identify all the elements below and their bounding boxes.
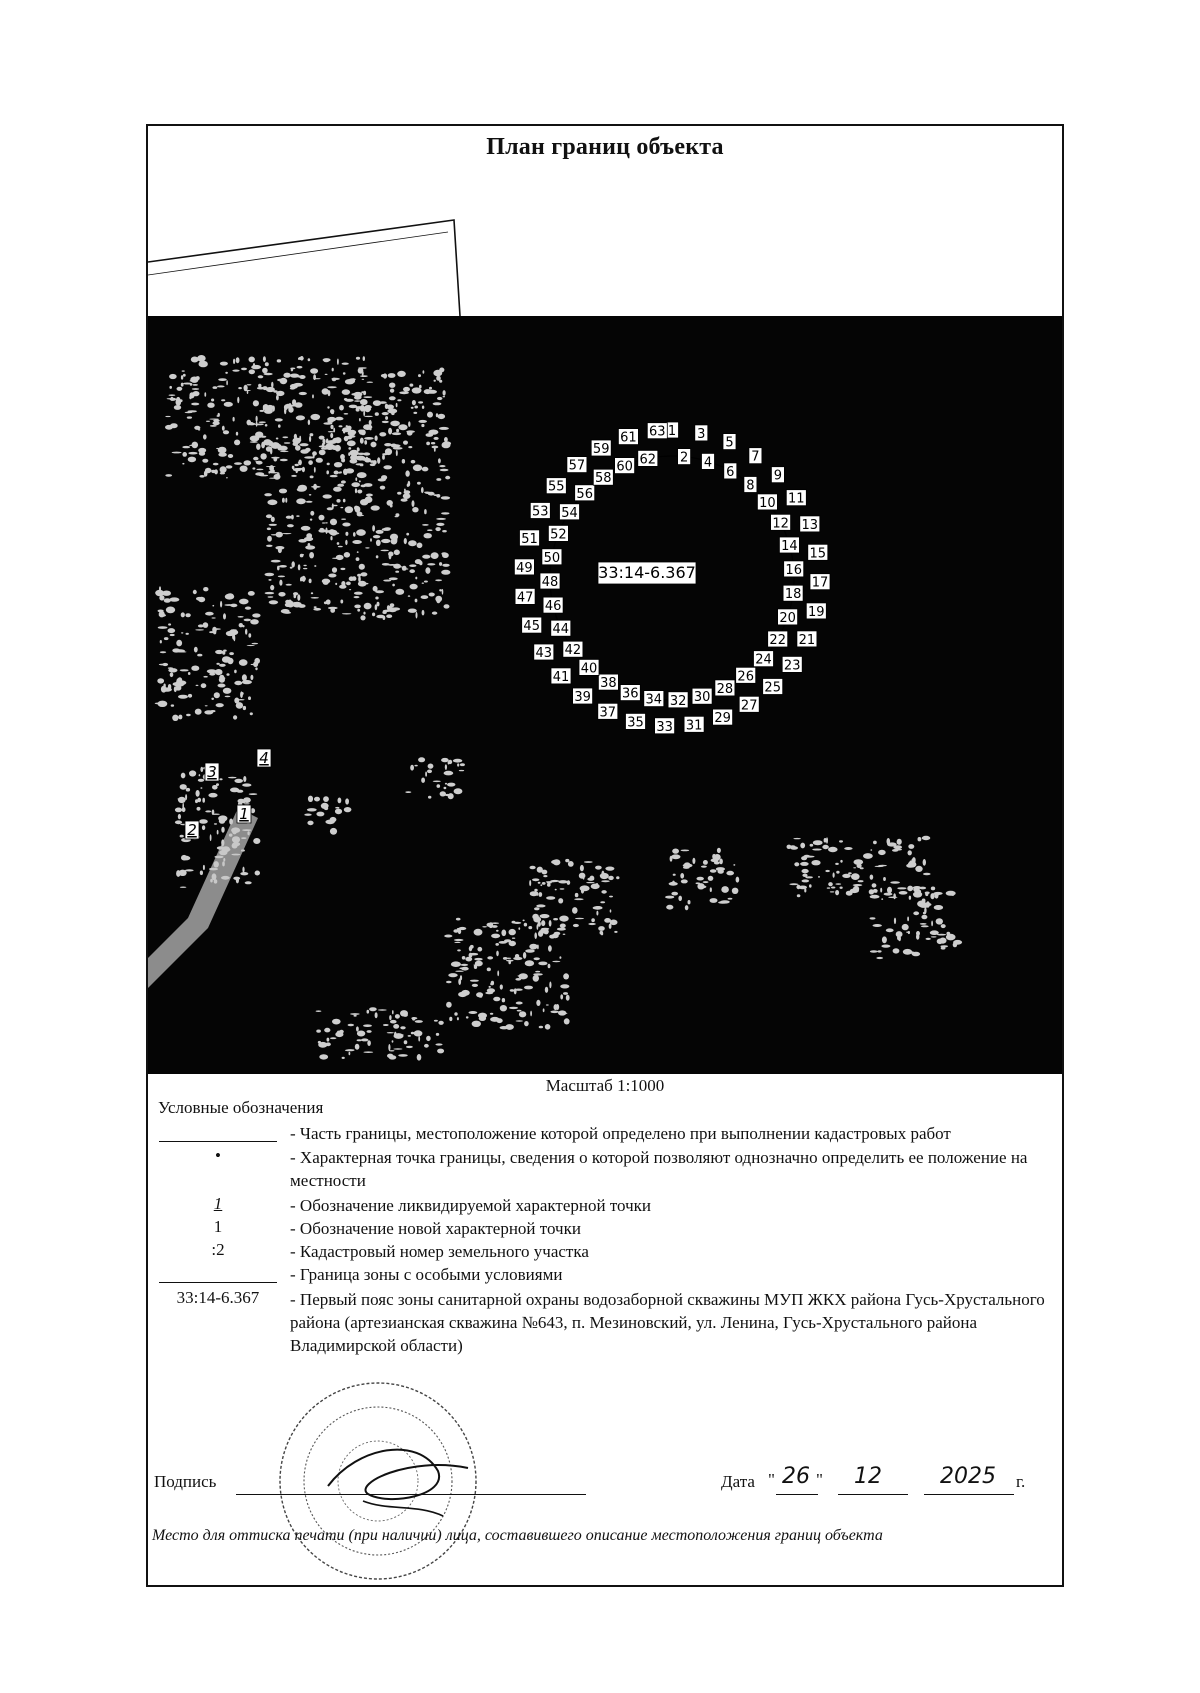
new-point-50	[542, 549, 562, 566]
new-point-label: 23	[783, 658, 801, 674]
new-point-label: 60	[616, 459, 633, 475]
new-point-44	[551, 620, 571, 637]
new-point-46	[543, 597, 563, 614]
new-point-31	[684, 716, 704, 733]
zone-label: 33:14-6.367	[598, 563, 696, 582]
new-point-32	[668, 692, 688, 709]
new-point-label: 61	[620, 430, 637, 446]
new-point-label: 3	[697, 426, 706, 442]
new-point-label: 51	[521, 531, 538, 547]
map-image	[148, 168, 1062, 1074]
new-point-18	[783, 585, 803, 602]
new-point-33	[655, 718, 675, 735]
new-point-40	[579, 659, 599, 676]
legend-text: - Кадастровый номер земельного участка	[290, 1242, 589, 1261]
new-point-55	[546, 478, 566, 495]
new-point-label: 62	[639, 452, 657, 468]
new-point-label: 7	[751, 449, 760, 465]
new-point-14	[779, 537, 799, 554]
date-year: 2025	[940, 1464, 996, 1489]
legend-text: - Обозначение новой характерной точки	[290, 1219, 581, 1238]
new-point-label: 17	[811, 575, 829, 591]
new-point-label: 43	[535, 646, 553, 661]
new-point-30	[692, 688, 712, 705]
month-underline	[838, 1494, 908, 1495]
new-point-49	[514, 559, 534, 576]
new-point-8	[744, 477, 757, 494]
new-point-label: 28	[716, 681, 734, 697]
new-point-label: 63	[649, 424, 666, 440]
new-point-label: 29	[714, 711, 731, 727]
new-point-label: 13	[801, 517, 819, 533]
map-area	[148, 168, 1062, 1074]
new-point-60	[615, 458, 635, 475]
new-point-label: 59	[592, 442, 610, 457]
new-point-16	[784, 561, 804, 578]
new-point-20	[778, 609, 798, 626]
new-point-54	[560, 504, 580, 521]
quote-open: "	[768, 1470, 775, 1489]
new-point-label: 42	[564, 643, 582, 659]
new-point-label: 12	[772, 516, 789, 532]
legend-text: - Первый пояс зоны санитарной охраны водозаборной скважины МУП ЖКХ района Гусь-Хрустального района (артезианская скважина №643, п. Мезиновский, ул. Ленина, Гусь-Хрустального района Владимирской области)	[290, 1290, 1045, 1355]
new-point-4	[702, 453, 715, 470]
new-point-13	[800, 516, 820, 533]
new-point-62	[638, 450, 658, 467]
new-point-label: 39	[574, 690, 591, 705]
new-point-label: 44	[552, 622, 570, 638]
new-point-26	[736, 667, 756, 684]
new-point-label: 54	[561, 505, 578, 521]
legend-text: - Обозначение ликвидируемой характерной точки	[290, 1196, 652, 1215]
new-point-label: 36	[622, 686, 639, 702]
old-point-1: 1	[239, 805, 249, 823]
new-point-37	[598, 703, 618, 720]
document-frame	[146, 124, 1064, 1587]
new-point-59	[591, 440, 611, 457]
new-point-label: 10	[759, 495, 776, 511]
new-point-36	[620, 685, 640, 702]
new-point-17	[810, 574, 830, 591]
new-point-label: 31	[685, 718, 703, 734]
zone-line-symbol	[159, 1282, 277, 1283]
new-point-label: 16	[785, 562, 802, 578]
new-point-39	[573, 688, 593, 705]
legend-text: - Граница зоны с особыми условиями	[290, 1265, 563, 1284]
new-point-6	[724, 463, 737, 480]
map-blank-top	[148, 168, 1062, 316]
new-point-label: 27	[740, 698, 758, 714]
new-point-label: 57	[568, 458, 586, 474]
new-point-56	[575, 485, 595, 502]
new-point-label: 32	[669, 693, 687, 709]
new-point-label: 5	[725, 435, 734, 451]
new-point-label: 30	[693, 690, 711, 706]
signature-label: Подпись	[154, 1472, 217, 1491]
new-point-10	[757, 494, 777, 511]
date-month: 12	[854, 1464, 882, 1489]
new-point-19	[806, 603, 826, 620]
new-point-label: 46	[544, 599, 562, 615]
legend-text: - Характерная точка границы, сведения о которой позволяют однозначно определить ее положение на местности	[290, 1148, 1028, 1190]
aerial-photo	[148, 316, 1062, 1074]
dot-symbol: •	[215, 1146, 221, 1165]
new-point-35	[626, 713, 646, 730]
new-point-label: 35	[627, 715, 644, 731]
old-point-3: 3	[207, 763, 217, 781]
new-point-42	[563, 641, 583, 658]
new-point-label: 25	[764, 680, 781, 696]
title-bar	[148, 126, 1062, 169]
new-point-5	[723, 434, 736, 451]
new-point-label: 22	[769, 633, 786, 648]
new-point-28	[715, 680, 735, 697]
new-point-58	[593, 469, 613, 486]
legend-text: - Часть границы, местоположение которой определено при выполнении кадастровых работ	[290, 1124, 951, 1143]
new-point-63	[647, 423, 667, 440]
zone-label-group	[598, 562, 696, 584]
new-point-57	[567, 457, 587, 474]
new-point-label: 24	[755, 652, 772, 668]
new-point-41	[551, 668, 571, 685]
new-point-25	[763, 679, 783, 696]
old-point-2: 2	[187, 821, 197, 839]
new-point-7	[749, 448, 762, 465]
new-point-label: 18	[784, 587, 802, 603]
new-point-label: 56	[576, 486, 593, 502]
new-point-48	[540, 573, 560, 590]
new-point-21	[797, 631, 817, 648]
new-point-label: 48	[541, 575, 559, 590]
new-point-label: 58	[595, 471, 612, 487]
new-point-label: 53	[532, 504, 549, 520]
date-label: Дата	[721, 1472, 755, 1491]
new-point-label: 50	[543, 550, 561, 566]
solid-line-symbol	[159, 1141, 277, 1142]
legend-title: Условные обозначения	[158, 1098, 324, 1117]
removed-point-symbol: 1	[213, 1194, 223, 1213]
stamp-caption: Место для оттиска печати (при наличии) лица, составившего описание местоположения границ объекта	[152, 1527, 883, 1544]
new-point-label: 6	[726, 464, 735, 480]
new-point-label: 19	[808, 604, 825, 620]
new-point-15	[808, 544, 828, 561]
year-suffix: г.	[1016, 1472, 1026, 1491]
new-point-label: 4	[703, 455, 713, 471]
new-point-label: 40	[580, 661, 598, 677]
new-point-38	[598, 674, 618, 691]
new-point-51	[520, 530, 540, 547]
scale-label: Масштаб 1:1000	[545, 1076, 665, 1095]
day-underline	[776, 1494, 818, 1495]
new-point-45	[522, 617, 542, 634]
date-day: 26	[782, 1464, 810, 1489]
new-point-9	[771, 467, 784, 484]
new-point-label: 33	[656, 719, 673, 735]
signature-area	[148, 1462, 1062, 1502]
new-point-29	[713, 709, 733, 726]
new-point-12	[771, 514, 791, 531]
zone-number-symbol: 33:14-6.367	[176, 1288, 260, 1307]
new-point-label: 1	[667, 424, 677, 439]
new-point-symbol: 1	[213, 1217, 223, 1236]
new-point-label: 15	[809, 546, 827, 562]
new-point-label: 52	[550, 527, 567, 543]
new-point-label: 2	[679, 450, 689, 466]
new-point-52	[548, 525, 568, 542]
new-point-label: 14	[781, 539, 798, 554]
new-point-34	[644, 691, 664, 708]
new-point-label: 37	[599, 705, 617, 721]
new-point-label: 34	[645, 692, 663, 708]
signature-line	[236, 1494, 586, 1495]
new-point-label: 55	[548, 479, 565, 495]
new-point-22	[768, 631, 788, 648]
new-point-label: 41	[552, 669, 570, 685]
new-point-label: 26	[737, 669, 754, 685]
new-point-43	[534, 644, 554, 661]
page-title: План границ объекта	[486, 133, 724, 160]
new-point-label: 47	[516, 590, 534, 606]
new-point-label: 45	[523, 619, 540, 635]
new-point-61	[618, 429, 638, 446]
new-point-label: 20	[779, 610, 796, 626]
new-point-53	[530, 503, 550, 520]
year-underline	[924, 1494, 1014, 1495]
new-point-label: 9	[773, 468, 783, 484]
new-point-23	[782, 656, 802, 673]
new-point-3	[695, 425, 708, 442]
new-point-label: 8	[746, 478, 755, 494]
new-point-11	[786, 490, 806, 507]
new-point-label: 38	[600, 676, 617, 692]
new-point-47	[515, 588, 535, 605]
new-point-label: 49	[516, 560, 533, 576]
old-point-4: 4	[259, 749, 269, 767]
cadastral-number-symbol: :2	[211, 1240, 225, 1259]
new-point-label: 21	[798, 632, 816, 648]
new-point-24	[754, 651, 774, 668]
new-point-2	[678, 449, 691, 466]
quote-close: "	[816, 1470, 823, 1489]
new-point-label: 11	[788, 491, 805, 507]
new-point-27	[739, 696, 759, 713]
